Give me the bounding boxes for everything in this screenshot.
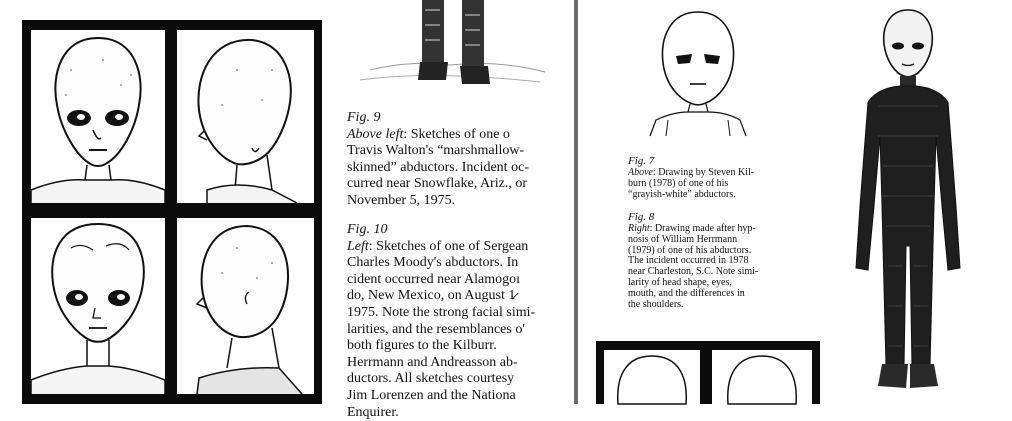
fig10-title: Fig. 10 (347, 222, 388, 237)
fig8-line-1-text: : Drawing made after hyp- (649, 223, 756, 234)
fig9-line-3: skinned” abductors. Incident oc- (347, 159, 529, 175)
right-page (578, 0, 1012, 404)
fig7-caption (628, 155, 788, 200)
legs-drawing (350, 0, 550, 95)
fig7-title: Fig. 7 (628, 155, 655, 167)
fig10-line-4: do, New Mexico, on August 1̷ (347, 288, 516, 304)
fig10-line-3: cident occurred near Alamogoı (347, 271, 520, 287)
kilburn-abductor-drawing (648, 8, 748, 138)
fig9-line-5: November 5, 1975. (347, 192, 456, 208)
herrmann-abductor-drawing (838, 6, 978, 392)
fig10-line-6: larities, and the resemblances o' (347, 321, 525, 337)
fig8-line-7: mouth, and the differences in (628, 287, 745, 299)
fig8-line-8: the shoulders. (628, 298, 684, 310)
fig8-title: Fig. 8 (628, 211, 655, 223)
fig10-lead: Left (347, 238, 369, 254)
fig10-line-1 (347, 239, 547, 256)
fig7-line-3: “grayish-white” abductors. (628, 188, 736, 200)
fig10-line-11: Enquirer. (347, 404, 399, 420)
walton-abductor-profile-sketch (177, 30, 314, 203)
fig8-caption (628, 211, 788, 310)
fig10-line-9: ductors. All sketches courtesy (347, 371, 515, 387)
fig9-caption (347, 110, 547, 210)
fig8-line-4: The incident occurred in 1978 (628, 255, 749, 267)
bottom-sketch-right (712, 350, 812, 404)
fig7-line-2: burn (1978) of one of his (628, 177, 729, 189)
fig10-line-10: Jim Lorenzen and the Nationa (347, 387, 516, 403)
fig10-line-2: Charles Moody's abductors. In (347, 255, 519, 271)
fig10-line-1-text: : Sketches of one of Sergean (368, 238, 529, 254)
fig8-line-2: nosis of William Herrmann (628, 233, 738, 245)
fig9-line-1 (347, 127, 547, 144)
fig8-lead: Right (628, 223, 650, 234)
fig7-lead: Above (628, 167, 653, 178)
bottom-sketch-frame (596, 341, 820, 404)
sketch-grid-frame (22, 20, 322, 404)
fig10-line-8: Herrmann and Andreasson ab- (347, 354, 518, 370)
bottom-sketch-left (604, 350, 700, 404)
fig10-caption (347, 222, 547, 421)
walton-abductor-front-sketch (31, 30, 165, 203)
moody-abductor-profile-sketch (177, 218, 314, 394)
fig8-line-5: near Charleston, S.C. Note simi- (628, 266, 759, 278)
fig9-title: Fig. 9 (347, 110, 381, 125)
fig9-line-2: Travis Walton's “marshmallow- (347, 143, 525, 159)
moody-abductor-front-sketch (31, 218, 165, 394)
fig8-line-3: (1979) of one of his abductors. (628, 244, 752, 256)
fig8-line-6: larity of head shape, eyes, (628, 276, 732, 288)
fig10-line-5: 1975. Note the strong facial simi- (347, 304, 536, 320)
fig9-line-1-text: : Sketches of one o (403, 126, 510, 142)
fig10-line-7: both figures to the Kilburr. (347, 338, 497, 354)
fig9-lead: Above left (347, 126, 404, 142)
fig7-line-1-text: : Drawing by Steven Kil- (653, 167, 755, 178)
fig9-line-4: curred near Snowflake, Ariz., or (347, 176, 527, 192)
